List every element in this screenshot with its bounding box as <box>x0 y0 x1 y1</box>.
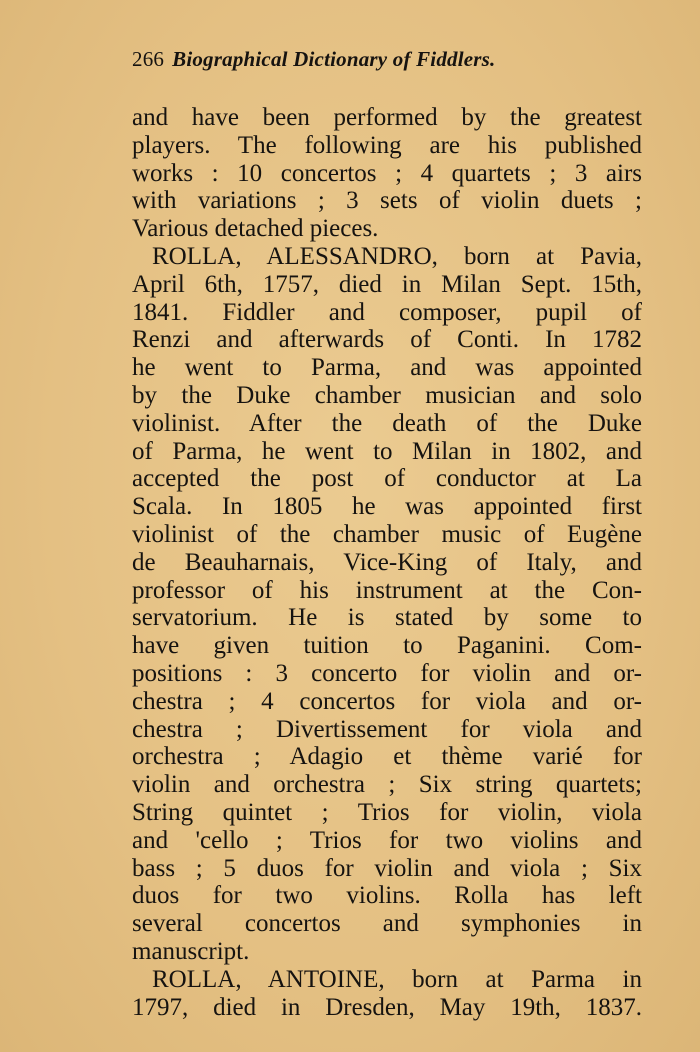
text-line: with variations ; 3 sets of violin duets ; <box>132 187 642 215</box>
text-line: Scala. In 1805 he was appointed first <box>132 493 642 521</box>
text-line: violinist of the chamber music of Eugène <box>132 520 642 548</box>
text-line: de Beauharnais, Vice-King of Italy, and <box>132 548 642 576</box>
text-line: violinist. After the death of the Duke <box>132 409 642 437</box>
page-header <box>132 47 496 72</box>
text-line: professor of his instrument at the Con- <box>132 576 642 604</box>
text-line: and have been performed by the greatest <box>132 104 642 131</box>
text-line: several concertos and symphonies in <box>132 910 642 938</box>
text-line: he went to Parma, and was appointed <box>132 354 642 382</box>
running-title: Biographical Dictionary of Fiddlers. <box>172 47 496 71</box>
text-line: bass ; 5 duos for violin and viola ; Six <box>132 854 642 882</box>
text-line: by the Duke chamber musician and solo <box>132 381 642 409</box>
text-line: String quintet ; Trios for violin, viola <box>132 798 642 826</box>
text-line: April 6th, 1757, died in Milan Sept. 15th, <box>132 270 642 298</box>
text-line: violin and orchestra ; Six string quartets; <box>132 771 642 799</box>
text-line: of Parma, he went to Milan in 1802, and <box>132 437 642 465</box>
text-line: accepted the post of conductor at La <box>132 465 642 493</box>
text-line: duos for two violins. Rolla has left <box>132 882 642 910</box>
entry-heading-line: ROLLA, ANTOINE, born at Parma in <box>152 965 642 993</box>
text-line: servatorium. He is stated by some to <box>132 604 642 632</box>
text-line: works : 10 concertos ; 4 quartets ; 3 airs <box>132 159 642 187</box>
text-line: orchestra ; Adagio et thème varié for <box>132 743 642 771</box>
text-line: have given tuition to Paganini. Com- <box>132 632 642 660</box>
text-line: 1841. Fiddler and composer, pupil of <box>132 298 642 326</box>
body-text <box>132 104 642 1021</box>
text-line: positions : 3 concerto for violin and or- <box>132 659 642 687</box>
text-line: 1797, died in Dresden, May 19th, 1837. <box>132 993 642 1021</box>
text-line: and 'cello ; Trios for two violins and <box>132 826 642 854</box>
page-number: 266 <box>132 47 165 71</box>
text-line: Various detached pieces. <box>132 215 379 243</box>
text-line: manuscript. <box>132 937 250 965</box>
text-line: Renzi and afterwards of Conti. In 1782 <box>132 326 642 354</box>
text-line: players. The following are his published <box>132 131 642 159</box>
text-line: chestra ; 4 concertos for viola and or- <box>132 687 642 715</box>
text-line: chestra ; Divertissement for viola and <box>132 715 642 743</box>
entry-heading-line: ROLLA, ALESSANDRO, born at Pavia, <box>152 242 642 270</box>
